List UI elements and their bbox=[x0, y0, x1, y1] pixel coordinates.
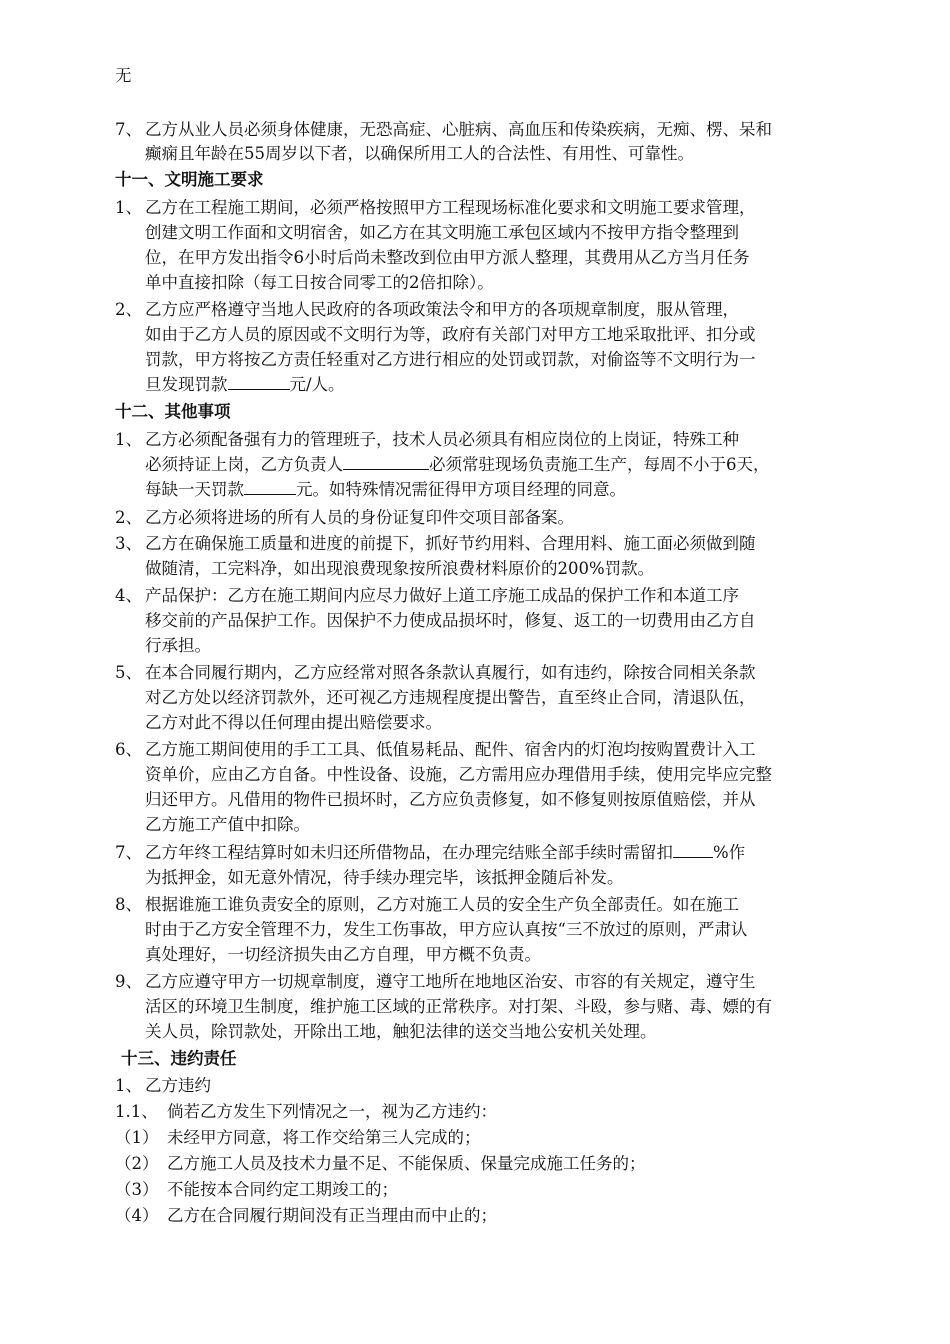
item-text: 行承担。 bbox=[145, 636, 211, 655]
item-text: 乙方在确保施工质量和进度的前提下，抓好节约用料、合理用料、施工面必须做到随 bbox=[145, 534, 756, 553]
list-item bbox=[115, 506, 574, 530]
text-segment: 元/人。 bbox=[289, 375, 345, 394]
item-text: 如由于乙方人员的原因或不文明行为等，政府有关部门对甲方工地采取批评、扣分或 bbox=[145, 325, 756, 344]
section-title: 十二、其他事项 bbox=[115, 402, 231, 421]
page-header: 无 bbox=[115, 66, 132, 85]
text-segment: %作 bbox=[713, 843, 746, 862]
item-text: 对乙方处以经济罚款外，还可视乙方违规程度提出警告，直至终止合同，清退队伍， bbox=[145, 688, 756, 707]
item-text: 乙方在合同履行期间没有正当理由而中止的； bbox=[167, 1206, 497, 1225]
item-number: 5、 bbox=[115, 663, 142, 682]
item-text: 活区的环境卫生制度，维护施工区域的正常秩序。对打架、斗殴，参与赌、毒、嫖的有 bbox=[145, 997, 772, 1016]
item-number: 6、 bbox=[115, 740, 142, 759]
item-text-with-blank bbox=[145, 478, 626, 502]
item-number: 7、 bbox=[115, 843, 142, 862]
item-text: 乙方违约 bbox=[145, 1076, 211, 1095]
item-text: 移交前的产品保护工作。因保护不力使成品损坏时，修复、返工的一切费用由乙方自 bbox=[145, 611, 756, 630]
item-number: 2、 bbox=[115, 300, 142, 319]
item-text: 归还甲方。凡借用的物件已损坏时，乙方应负责修复，如不修复则按原值赔偿，并从 bbox=[145, 790, 756, 809]
item-number: 8、 bbox=[115, 895, 142, 914]
item-text: 在本合同履行期内，乙方应经常对照各条款认真履行，如有违约，除按合同相关条款 bbox=[145, 663, 756, 682]
item-text: 创建文明工作面和文明宿舍，如乙方在其文明施工承包区域内不按甲方指令整理到 bbox=[145, 223, 739, 242]
item-number: （4） bbox=[115, 1206, 159, 1225]
fill-blank bbox=[673, 842, 713, 858]
item-number: 3、 bbox=[115, 534, 142, 553]
item-text: 乙方必须配备强有力的管理班子，技术人员必须具有相应岗位的上岗证，特殊工种 bbox=[145, 430, 739, 449]
item-number: （3） bbox=[115, 1180, 159, 1199]
list-item bbox=[115, 584, 739, 608]
item-number: （1） bbox=[115, 1128, 159, 1147]
item-number: 7、 bbox=[115, 120, 142, 139]
text-segment: 每缺一天罚款 bbox=[145, 480, 244, 499]
list-item bbox=[115, 196, 756, 220]
list-item bbox=[115, 661, 756, 685]
list-item bbox=[115, 1074, 211, 1098]
item-number: 4、 bbox=[115, 586, 142, 605]
item-text: 真处理好，一切经济损失由乙方自理，甲方概不负责。 bbox=[145, 945, 541, 964]
item-text: 根据谁施工谁负责安全的原则，乙方对施工人员的安全生产负全部责任。如在施工 bbox=[145, 895, 739, 914]
list-item bbox=[115, 1126, 481, 1150]
item-text: 乙方施工产值中扣除。 bbox=[145, 815, 310, 834]
list-item bbox=[115, 532, 756, 556]
item-number: 1、 bbox=[115, 1076, 142, 1095]
text-segment: 必须常驻现场负责施工生产，每周不小于6天， bbox=[429, 455, 770, 474]
item-text: 乙方必须将进场的所有人员的身份证复印件交项目部备案。 bbox=[145, 508, 574, 527]
item-text: 单中直接扣除（每工日按合同零工的2倍扣除）。 bbox=[145, 273, 494, 292]
list-item bbox=[115, 428, 739, 452]
fill-blank bbox=[244, 479, 296, 495]
list-item bbox=[115, 841, 745, 865]
item-text: 乙方对此不得以任何理由提出赔偿要求。 bbox=[145, 713, 442, 732]
list-item bbox=[115, 298, 739, 322]
list-item bbox=[115, 118, 772, 142]
item-text: 时由于乙方安全管理不力，发生工伤事故，甲方应认真按“三不放过的原则，严肃认 bbox=[145, 920, 748, 939]
item-text: 乙方应严格遵守当地人民政府的各项政策法令和甲方的各项规章制度，服从管理， bbox=[145, 300, 739, 319]
item-text: 乙方施工人员及技术力量不足、不能保质、保量完成施工任务的； bbox=[167, 1154, 646, 1173]
item-number: 1.1、 bbox=[115, 1102, 158, 1121]
item-text: 未经甲方同意，将工作交给第三人完成的； bbox=[167, 1128, 481, 1147]
item-number: （2） bbox=[115, 1154, 159, 1173]
text-segment: 必须持证上岗，乙方负责人 bbox=[145, 455, 343, 474]
list-item bbox=[115, 738, 756, 762]
text-segment: 乙方年终工程结算时如未归还所借物品，在办理完结账全部手续时需留扣 bbox=[145, 843, 673, 862]
item-text: 乙方在工程施工期间，必须严格按照甲方工程现场标准化要求和文明施工要求管理， bbox=[145, 198, 756, 217]
item-text: 乙方施工期间使用的手工工具、低值易耗品、配件、宿舍内的灯泡均按购置费计入工 bbox=[145, 740, 756, 759]
item-text: 资单价，应由乙方自备。中性设备、设施，乙方需用应办理借用手续，使用完毕应完整 bbox=[145, 765, 772, 784]
item-text: 不能按本合同约定工期竣工的； bbox=[167, 1180, 398, 1199]
item-text: 乙方从业人员必须身体健康，无恐高症、心脏病、高血压和传染疾病，无痴、楞、呆和 bbox=[145, 120, 772, 139]
section-title: 十一、文明施工要求 bbox=[115, 170, 264, 189]
item-text: 癫痫且年龄在55周岁以下者，以确保所用工人的合法性、有用性、可靠性。 bbox=[145, 144, 694, 163]
item-text: 乙方应遵守甲方一切规章制度，遵守工地所在地地区治安、市容的有关规定，遵守生 bbox=[145, 972, 756, 991]
item-number: 2、 bbox=[115, 508, 142, 527]
list-item bbox=[115, 1100, 497, 1124]
fill-blank bbox=[343, 454, 429, 470]
item-text-with-blank bbox=[145, 373, 345, 397]
list-item bbox=[115, 1204, 497, 1228]
fill-blank bbox=[228, 374, 290, 390]
text-segment: 旦发现罚款 bbox=[145, 375, 228, 394]
list-item bbox=[115, 970, 756, 994]
item-text-with-blank bbox=[145, 453, 770, 477]
list-item bbox=[115, 1152, 646, 1176]
item-number: 9、 bbox=[115, 972, 142, 991]
item-number: 1、 bbox=[115, 198, 142, 217]
item-text: 关人员，除罚款处，开除出工地，触犯法律的送交当地公安机关处理。 bbox=[145, 1022, 657, 1041]
item-number: 1、 bbox=[115, 430, 142, 449]
item-text: 产品保护：乙方在施工期间内应尽力做好上道工序施工成品的保护工作和本道工序 bbox=[145, 586, 739, 605]
item-text: 位，在甲方发出指令6小时后尚未整改到位由甲方派人整理，其费用从乙方当月任务 bbox=[145, 248, 750, 267]
text-segment: 元。如特殊情况需征得甲方项目经理的同意。 bbox=[296, 480, 626, 499]
item-text: 倘若乙方发生下列情况之一，视为乙方违约： bbox=[167, 1102, 497, 1121]
list-item bbox=[115, 893, 739, 917]
item-text: 做随清，工完料净，如出现浪费现象按所浪费材料原价的200%罚款。 bbox=[145, 559, 655, 578]
section-title: 十三、违约责任 bbox=[121, 1049, 237, 1068]
item-text: 罚款，甲方将按乙方责任轻重对乙方进行相应的处罚或罚款，对偷盗等不文明行为一 bbox=[145, 350, 756, 369]
item-text: 为抵押金，如无意外情况，待手续办理完毕，该抵押金随后补发。 bbox=[145, 868, 624, 887]
list-item bbox=[115, 1178, 398, 1202]
